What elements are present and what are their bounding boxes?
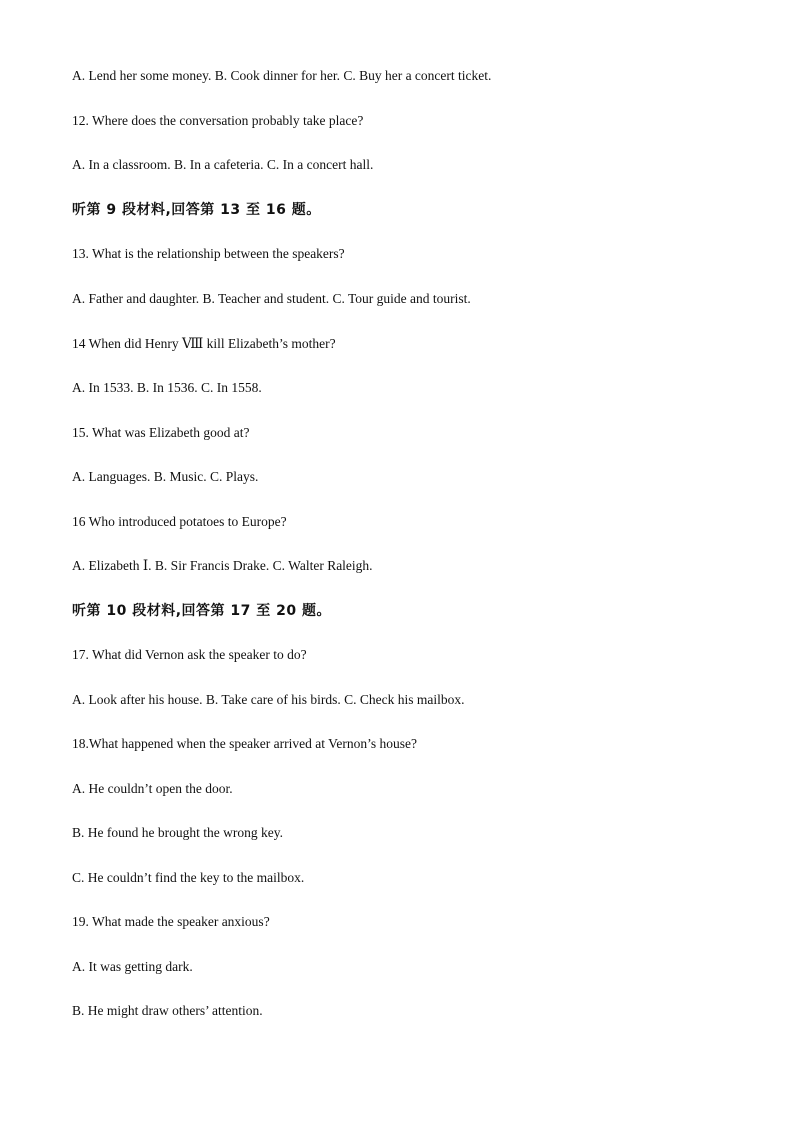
q19-option-b: B. He might draw others’ attention. bbox=[72, 1003, 263, 1018]
q19-option-a: A. It was getting dark. bbox=[72, 959, 193, 974]
q12-options: A. In a classroom. B. In a cafeteria. C. In a concert hall. bbox=[72, 157, 374, 172]
q17-options: A. Look after his house. B. Take care of his birds. C. Check his mailbox. bbox=[72, 692, 465, 707]
q18-question: 18.What happened when the speaker arrived at Vernon’s house? bbox=[72, 736, 418, 751]
q18-option-a: A. He couldn’t open the door. bbox=[72, 781, 233, 796]
q18-option-c: C. He couldn’t find the key to the mailbox. bbox=[72, 870, 305, 885]
q11-options: A. Lend her some money. B. Cook dinner for her. C. Buy her a concert ticket. bbox=[72, 68, 492, 83]
q18-option-b: B. He found he brought the wrong key. bbox=[72, 825, 283, 840]
q16-question: 16 Who introduced potatoes to Europe? bbox=[72, 514, 287, 529]
q12-question: 12. Where does the conversation probably take place? bbox=[72, 113, 364, 128]
q15-question: 15. What was Elizabeth good at? bbox=[72, 425, 250, 440]
q15-options: A. Languages. B. Music. C. Plays. bbox=[72, 469, 259, 484]
q17-question: 17. What did Vernon ask the speaker to do? bbox=[72, 647, 307, 662]
section-heading-9: 听第 9 段材料,回答第 13 至 16 题。 bbox=[72, 202, 321, 218]
q19-question: 19. What made the speaker anxious? bbox=[72, 914, 270, 929]
q16-options: A. Elizabeth Ⅰ. B. Sir Francis Drake. C. Walter Raleigh. bbox=[72, 558, 373, 573]
q14-options: A. In 1533. B. In 1536. C. In 1558. bbox=[72, 380, 262, 395]
q13-options: A. Father and daughter. B. Teacher and student. C. Tour guide and tourist. bbox=[72, 291, 471, 306]
q14-question: 14 When did Henry Ⅷ kill Elizabeth’s mother? bbox=[72, 336, 336, 351]
q13-question: 13. What is the relationship between the speakers? bbox=[72, 246, 345, 261]
section-heading-10: 听第 10 段材料,回答第 17 至 20 题。 bbox=[72, 603, 332, 619]
